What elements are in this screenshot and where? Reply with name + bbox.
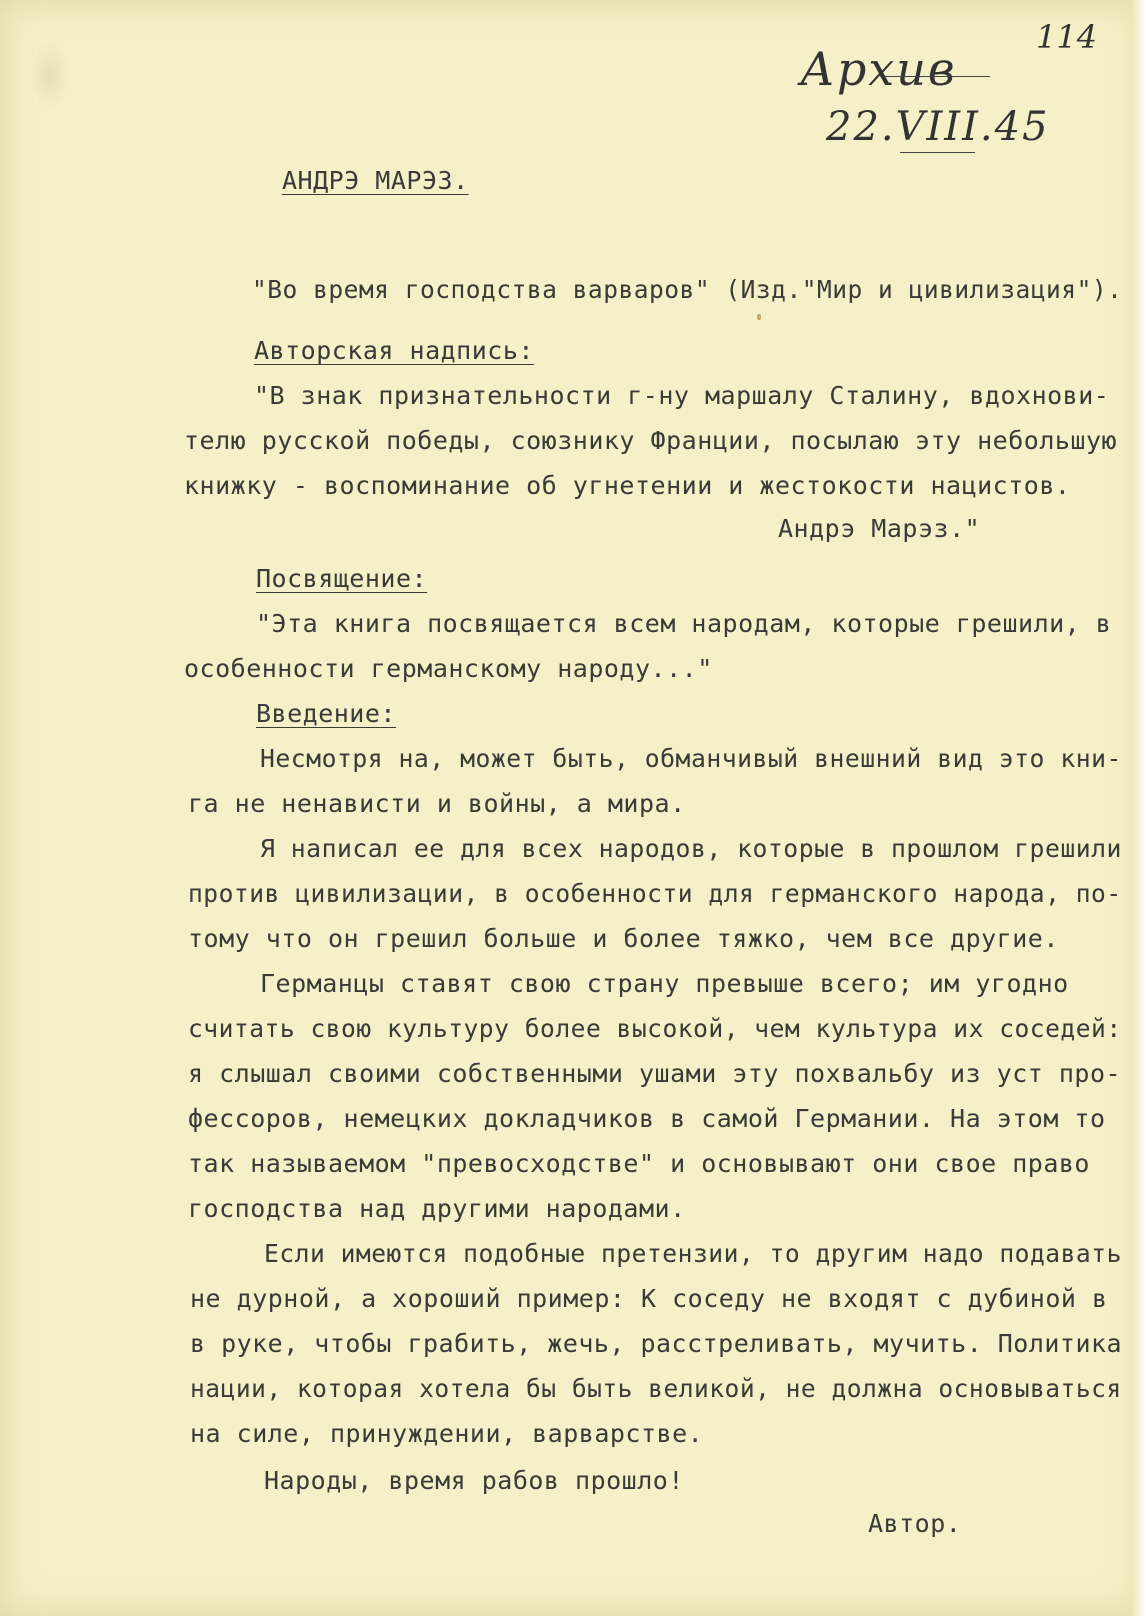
- intro-line: Германцы ставят свою страну превыше всего; им угодно: [260, 969, 1069, 998]
- intro-line: на силе, принуждении, варварстве.: [190, 1419, 704, 1448]
- inscription-label: Авторская надпись:: [254, 336, 534, 365]
- paper-speck: [757, 314, 761, 320]
- intro-line: Несмотря на, может быть, обманчивый внешний вид это кни-: [260, 744, 1122, 773]
- inscription-line: книжку - воспоминание об угнетении и жестокости нацистов.: [184, 471, 1071, 500]
- dedication-line: "Эта книга посвящается всем народам, которые грешили, в: [256, 609, 1112, 638]
- book-title-line: "Во время господства варваров" (Изд."Мир и цивилизация").: [252, 275, 1123, 304]
- intro-label: Введение:: [256, 699, 396, 728]
- dedication-label: Посвящение:: [256, 564, 428, 593]
- intro-line: так называемом "превосходстве" и основывают они свое право: [188, 1149, 1090, 1178]
- inscription-line: телю русской победы, союзнику Франции, посылаю эту небольшую: [184, 426, 1118, 455]
- intro-line: нации, которая хотела бы быть великой, не должна основываться: [190, 1374, 1122, 1403]
- intro-line: Если имеются подобные претензии, то другим надо подавать: [264, 1239, 1122, 1268]
- inscription-signature: Андрэ Марэз.": [778, 514, 981, 543]
- author-heading: АНДРЭ МАРЭЗ.: [282, 166, 469, 195]
- archive-annotation-underline: [880, 76, 990, 77]
- archive-date: 22.VIII.45: [826, 104, 1050, 150]
- page-number: 114: [1036, 18, 1098, 56]
- intro-line: га не ненависти и войны, а мира.: [188, 789, 686, 818]
- intro-line: тому что он грешил больше и более тяжко, чем все другие.: [188, 924, 1059, 953]
- intro-line: господства над другими народами.: [188, 1194, 686, 1223]
- intro-line: я слышал своими собственными ушами эту похвальбу из уст про-: [188, 1059, 1122, 1088]
- intro-line: в руке, чтобы грабить, жечь, расстреливать, мучить. Политика: [190, 1329, 1123, 1358]
- intro-line: считать свою культуру более высокой, чем культура их соседей:: [188, 1014, 1122, 1043]
- page-edge: [1132, 0, 1146, 1616]
- archive-date-underline: [900, 152, 975, 153]
- intro-line: не дурной, а хороший пример: К соседу не входят с дубиной в: [190, 1284, 1108, 1313]
- closing-signature: Автор.: [868, 1509, 962, 1538]
- inscription-line: "В знак признательности г-ну маршалу Сталину, вдохнови-: [254, 381, 1110, 410]
- intro-line: фессоров, немецких докладчиков в самой Германии. На этом то: [188, 1104, 1106, 1133]
- intro-line: против цивилизации, в особенности для германского народа, по-: [188, 879, 1122, 908]
- archive-annotation: Архив: [800, 42, 957, 96]
- intro-line: Народы, время рабов прошло!: [264, 1466, 684, 1495]
- page-crease: [30, 40, 70, 110]
- dedication-line: особенности германскому народу...": [184, 654, 713, 683]
- intro-line: Я написал ее для всех народов, которые в прошлом грешили: [260, 834, 1122, 863]
